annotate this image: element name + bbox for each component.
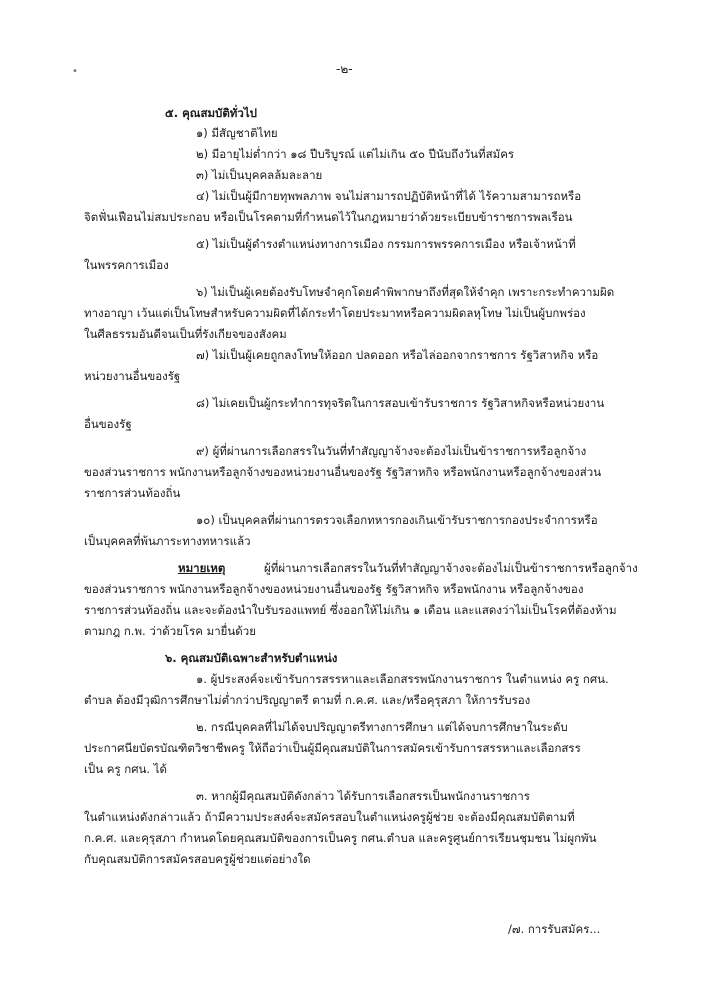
sec5-line: ๖) ไม่เป็นผู้เคยต้องรับโทษจำคุกโดยคำพิพากษาถึงที่สุดให้จำคุก เพราะกระทำความผิด [196, 285, 615, 299]
sec5-line: ๔) ไม่เป็นผู้มีกายทุพพลภาพ จนไม่สามารถปฏิบัติหน้าที่ได้ ไร้ความสามารถหรือ [196, 189, 582, 203]
sec5-line: ๓) ไม่เป็นบุคคลล้มละลาย [196, 168, 323, 182]
continuation-note: /๗. การรับสมัคร... [508, 922, 601, 936]
sec5-line: ในพรรคการเมือง [84, 258, 169, 272]
sec5-line: ของส่วนราชการ พนักงานหรือลูกจ้างของหน่วยงานอื่นของรัฐ รัฐวิสาหกิจ หรือพนักงานหรือลูกจ้างของส่วน [84, 465, 602, 479]
section-6-title: ๖. คุณสมบัติเฉพาะสำหรับตำแหน่ง [165, 651, 338, 665]
page-number: -๒- [336, 62, 353, 76]
sec6-line: กับคุณสมบัติการสมัครสอบครูผู้ช่วยแต่อย่างใด [84, 852, 311, 866]
stray-mark: • [72, 66, 78, 77]
note-line: ผู้ที่ผ่านการเลือกสรรในวันที่ทำสัญญาจ้างจะต้องไม่เป็นข้าราชการหรือลูกจ้าง [264, 561, 638, 575]
sec6-line: ก.ค.ศ. และคุรุสภา กำหนดโดยคุณสมบัติของการเป็นครู กศน.ตำบล และครูศูนย์การเรียนชุมชน ไม่ผูกพัน [84, 831, 597, 845]
note-label: หมายเหตุ [178, 561, 226, 575]
sec5-line: ๘) ไม่เคยเป็นผู้กระทำการทุจริตในการสอบเข้ารับราชการ รัฐวิสาหกิจหรือหน่วยงาน [196, 396, 605, 410]
sec6-line: ตำบล ต้องมีวุฒิการศึกษาไม่ต่ำกว่าปริญญาตรี ตามที่ ก.ค.ศ. และ/หรือคุรุสภา ให้การรับรอง [84, 693, 531, 707]
sec5-line: หน่วยงานอื่นของรัฐ [84, 369, 181, 383]
sec6-line: ๓. หากผู้มีคุณสมบัติดังกล่าว ได้รับการเลือกสรรเป็นพนักงานราชการ [196, 789, 530, 803]
sec5-line: ราชการส่วนท้องถิ่น [84, 486, 181, 500]
sec5-line: ๑) มีสัญชาติไทย [196, 126, 278, 140]
sec5-line: ๗) ไม่เป็นผู้เคยถูกลงโทษให้ออก ปลดออก หรือไล่ออกจากราชการ รัฐวิสาหกิจ หรือ [196, 348, 599, 362]
note-line: ของส่วนราชการ พนักงานหรือลูกจ้างของหน่วยงานอื่นของรัฐ รัฐวิสาหกิจ หรือพนักงาน หรือลูกจ้างของ [84, 582, 584, 596]
sec6-line: เป็น ครู กศน. ได้ [84, 762, 167, 776]
sec6-line: ประกาศนียบัตรบัณฑิตวิชาชีพครู ให้ถือว่าเป็นผู้มีคุณสมบัติในการสมัครเข้ารับการสรรหาและเลือกสรร [84, 741, 581, 755]
note-line: ราชการส่วนท้องถิ่น และจะต้องนำใบรับรองแพทย์ ซึ่งออกให้ไม่เกิน ๑ เดือน และแสดงว่าไม่เป็นโรคที่ต้องห้าม [84, 603, 617, 617]
sec5-line: ทางอาญา เว้นแต่เป็นโทษสำหรับความผิดที่ได้กระทำโดยประมาทหรือความผิดลหุโทษ ไม่เป็นผู้บกพร่อง [84, 306, 586, 320]
sec5-line: อื่นของรัฐ [84, 417, 132, 431]
sec5-line: ๒) มีอายุไม่ต่ำกว่า ๑๘ ปีบริบูรณ์ แต่ไม่เกิน ๕๐ ปีนับถึงวันที่สมัคร [196, 147, 515, 161]
sec5-line: จิตฟั่นเฟือนไม่สมประกอบ หรือเป็นโรคตามที่กำหนดไว้ในกฎหมายว่าด้วยระเบียบข้าราชการพลเรือน [84, 210, 573, 224]
sec5-line: ในศีลธรรมอันดีจนเป็นที่รังเกียจของสังคม [84, 327, 287, 341]
sec5-line: เป็นบุคคลที่พ้นภาระทางทหารแล้ว [84, 534, 251, 548]
note-line: ตามกฎ ก.พ. ว่าด้วยโรค มายื่นด้วย [84, 624, 256, 638]
sec6-line: ๑. ผู้ประสงค์จะเข้ารับการสรรหาและเลือกสรรพนักงานราชการ ในตำแหน่ง ครู กศน. [196, 672, 609, 686]
sec5-line: ๙) ผู้ที่ผ่านการเลือกสรรในวันที่ทำสัญญาจ้างจะต้องไม่เป็นข้าราชการหรือลูกจ้าง [196, 444, 587, 458]
sec5-line: ๑๐) เป็นบุคคลที่ผ่านการตรวจเลือกทหารกองเกินเข้ารับราชการกองประจำการหรือ [196, 513, 598, 527]
section-5-title: ๕. คุณสมบัติทั่วไป [165, 106, 257, 120]
sec5-line: ๕) ไม่เป็นผู้ดำรงตำแหน่งทางการเมือง กรรมการพรรคการเมือง หรือเจ้าหน้าที่ [196, 237, 576, 251]
sec6-line: ๒. กรณีบุคคลที่ไม่ได้จบปริญญาตรีทางการศึกษา แต่ได้จบการศึกษาในระดับ [196, 720, 568, 734]
sec6-line: ในตำแหน่งดังกล่าวแล้ว ถ้ามีความประสงค์จะสมัครสอบในตำแหน่งครูผู้ช่วย จะต้องมีคุณสมบัติตามที่ [84, 810, 575, 824]
